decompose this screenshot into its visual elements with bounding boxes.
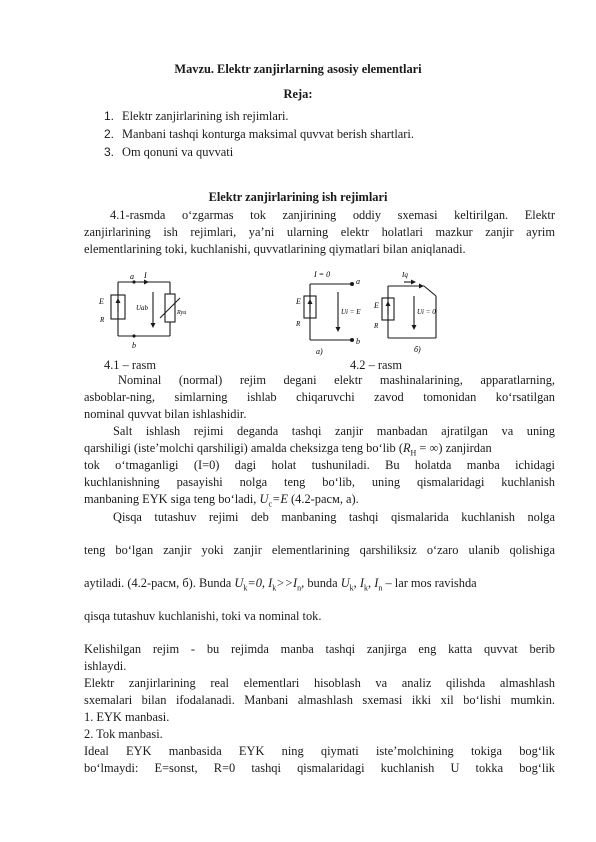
symbol: =0, <box>247 576 269 590</box>
circuit-figure-4-2 <box>296 266 456 358</box>
resistance-label: R <box>374 322 379 330</box>
resistance-label: R <box>100 316 105 324</box>
subscript: c <box>268 499 273 509</box>
current-label: I <box>144 271 147 280</box>
plan-item <box>104 127 414 142</box>
symbol: U <box>234 576 244 590</box>
list-item: 2. Tok manbasi. <box>84 727 163 741</box>
subscript: H <box>410 448 417 458</box>
text-run: = ∞) zanjirdan <box>416 441 492 455</box>
paragraph-line <box>84 576 477 595</box>
paragraph-line: zanjirlarining ish rejimlari, ya’ni ularning elektr holatlari mazkur zanjir ayrim <box>84 225 555 239</box>
paragraph-line: Kelishilgan rejim - bu rejimda manba tashqi zanjirga eng katta quvvat berib <box>84 642 555 656</box>
paragraph-line <box>84 492 359 511</box>
text-run: manbaning EYK siga teng bo‘ladi, <box>84 492 260 506</box>
voltage-label: Ui = 0 <box>417 308 436 316</box>
plan-item <box>104 109 289 124</box>
paragraph-line: bo‘lmaydi: E=sonst, R=0 tashqi qismalaridagi kuchlanish U tokka bog‘lik <box>84 761 555 775</box>
emf-label: E <box>99 297 104 306</box>
paragraph-line: tok o‘tmaganligi (I=0) dagi holat tushuniladi. Bu holatda manba ichidagi <box>84 458 555 472</box>
emf-label: E <box>374 301 379 310</box>
symbol: U <box>259 492 269 506</box>
zero-current-label: I = 0 <box>314 270 331 279</box>
section-heading: Elektr zanjirlarining ish rejimlari <box>208 190 388 204</box>
paragraph-line: Ideal EYK manbasida EYK ning qiymati iste’molchining tokiga bog‘lik <box>84 744 555 758</box>
text-run: , bunda <box>301 576 341 590</box>
symbol: I <box>359 576 365 590</box>
paragraph-line: sxemalari bilan ifodalanadi. Manbani almashlash sxemasi ikki xil bo‘lishi mumkin. <box>84 693 555 707</box>
subscript: k <box>364 583 369 593</box>
paragraph-line: Nominal (normal) rejim degani elektr mashinalarining, apparatlarning, <box>118 373 555 387</box>
short-current-label: Iq <box>402 271 408 279</box>
figure-caption: 4.2 – rasm <box>350 358 402 372</box>
symbol: =E <box>272 492 288 506</box>
subscript: n <box>378 583 383 593</box>
plan-heading: Reja: <box>283 87 313 101</box>
text-run: , <box>353 576 360 590</box>
subscript: k <box>243 583 248 593</box>
node-label-b: b <box>356 337 360 346</box>
subscript: k <box>349 583 354 593</box>
paragraph-line: elementlarining toki, kuchlanishi, quvvatlarining qiymatlari bilan aniqlanadi. <box>84 242 466 256</box>
paragraph-line: teng bo‘lgan zanjir yoki zanjir elementlarining qarshiliksiz o‘zaro ulanib qolishiga <box>84 543 555 557</box>
paragraph-line: Salt ishlash rejimi deganda tashqi zanjir manbadan ajratilgan va uning <box>113 424 555 438</box>
paragraph-line: 4.1-rasmda o‘zgarmas tok zanjirining oddiy sxemasi keltirilgan. Elektr <box>110 208 555 222</box>
plan-item-number: 2. <box>104 127 115 141</box>
plan-item-text: Om qonuni va quvvati <box>122 145 234 159</box>
paragraph-line: asboblar-ning, simlarning ishlab chiqaruvchi zavod tomonidan ko‘rsatilgan <box>84 390 555 404</box>
symbol: I <box>268 576 273 590</box>
symbol: I <box>374 576 379 590</box>
symbol: >> <box>276 576 293 590</box>
subfigure-label-b: б) <box>414 345 421 354</box>
figure-caption: 4.1 – rasm <box>104 358 156 372</box>
circuit-figure-4-1 <box>90 270 200 352</box>
paragraph-line: ishlaydi. <box>84 659 127 673</box>
paragraph-line: qisqa tutashuv kuchlanishi, toki va nominal tok. <box>84 609 322 623</box>
list-item: 1. EYK manbasi. <box>84 710 170 724</box>
text-run: (4.2-расм, а). <box>287 492 359 506</box>
paragraph-line: nominal quvvat bilan ishlashidir. <box>84 407 247 421</box>
symbol: U <box>340 576 350 590</box>
symbol: I <box>293 576 298 590</box>
node-label-a: a <box>356 277 360 286</box>
symbol: R <box>402 441 411 455</box>
node-label-a: a <box>130 272 134 281</box>
paragraph-line: Elektr zanjirlarining real elementlari hisoblash va analiz qilishda almashlash <box>84 676 555 690</box>
emf-label: E <box>296 297 301 306</box>
text-run: aytiladi. (4.2-расм, б). Bunda <box>84 576 235 590</box>
text-run: , <box>368 576 375 590</box>
paragraph-line: kuchlanishning pasayishi nolga teng bo‘lib, uning qismalaridagi kuchlanish <box>84 475 555 489</box>
plan-item-number: 3. <box>104 145 115 159</box>
plan-item <box>104 145 234 160</box>
text-run: qarshiligi (iste’molchi qarshiligi) amalda cheksizga teng bo‘lib ( <box>84 441 403 455</box>
load-label: Ryu <box>177 310 187 316</box>
subscript: k <box>272 583 277 593</box>
node-label-b: b <box>132 341 136 350</box>
text-run: – lar mos ravishda <box>382 576 477 590</box>
subfigure-label-a: a) <box>316 347 323 356</box>
plan-item-number: 1. <box>104 109 115 123</box>
voltage-label: Uab <box>136 304 149 312</box>
resistance-label: R <box>296 320 301 328</box>
plan-item-text: Manbani tashqi konturga maksimal quvvat berish shartlari. <box>122 127 414 141</box>
subscript: n <box>297 583 302 593</box>
plan-item-text: Elektr zanjirlarining ish rejimlari. <box>122 109 289 123</box>
page-title: Mavzu. Elektr zanjirlarning asosiy elementlari <box>174 62 422 76</box>
paragraph-line: Qisqa tutashuv rejimi deb manbaning tashqi qismalarida kuchlanish nolga <box>113 510 555 524</box>
voltage-label: Ui = E <box>341 308 361 316</box>
